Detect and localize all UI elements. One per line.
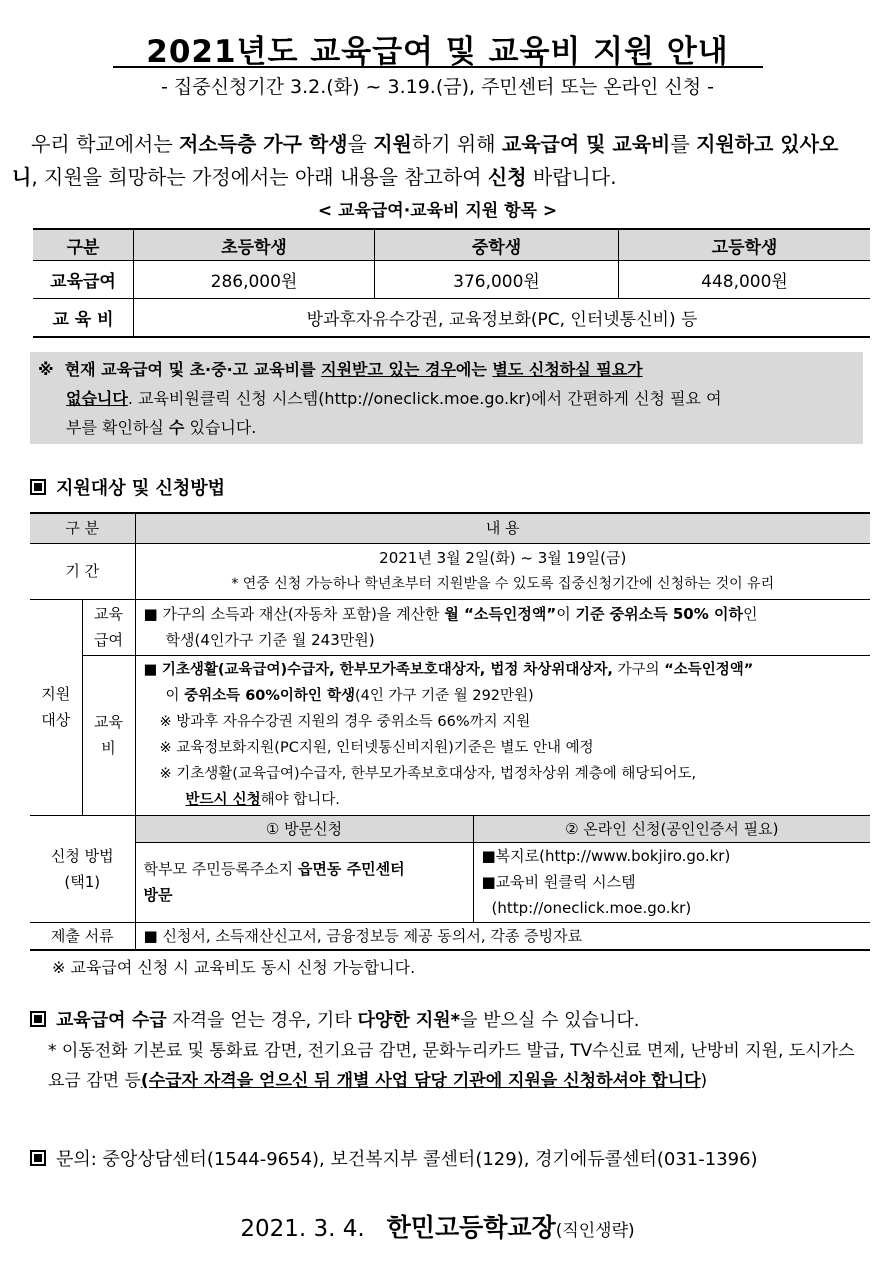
- support-table-caption: < 교육급여·교육비 지원 항목 >: [317, 201, 558, 221]
- row-sublabel: 교육 비: [82, 655, 135, 815]
- detail-table-header: [30, 513, 870, 543]
- table-header-cell: 초등학생: [134, 229, 375, 261]
- table-cell: ■ 기초생활(교육급여)수급자, 한부모가족보호대상자, 법정 차상위대상자, 가구의 “소득인정액” 이 중위소득 60%이하인 학생(4인 가구 기준 월 292만원) ※ 방과후 자유수강권 지원의 경우 중위소득 66%까지 지원 ※ 교육정보화지원(PC지원, 인터넷통신비지원)기준은 별도 안내 예정 ※ 기초생활(교육급여)수급자, 한부모가족보호대상자, 법정차상위 계층에 해당되어도, 반드시 신청해야 합니다.: [135, 655, 870, 815]
- row-label: 교육급여: [33, 261, 134, 299]
- table-cell: ■ 신청서, 소득재산신고서, 금융정보등 제공 동의서, 각종 증빙자료: [135, 922, 870, 950]
- table-header-cell: 중학생: [375, 229, 619, 261]
- row-label: 지원 대상: [30, 599, 82, 815]
- section-heading: 지원대상 및 신청방법: [30, 474, 225, 500]
- issue-date: 2021. 3. 4.: [240, 1216, 365, 1242]
- page-title: 2021년도 교육급여 및 교육비 지원 안내: [146, 34, 729, 70]
- contact-line: 문의: 중앙상담센터(1544-9654), 보건복지부 콜센터(129), 경기에듀콜센터(031-1396): [30, 1145, 758, 1171]
- section-heading: 교육급여 수급 자격을 얻는 경우, 기타 다양한 지원*을 받으실 수 있습니다.: [30, 1006, 639, 1032]
- table-header-cell: 고등학생: [619, 229, 871, 261]
- support-table-header: [33, 229, 870, 261]
- row-label: 기 간: [30, 543, 135, 599]
- table-cell: 286,000원: [134, 261, 375, 299]
- table-row: [30, 655, 870, 815]
- table-row: [30, 543, 870, 599]
- table-header-cell: 구분: [33, 229, 134, 261]
- row-label: 제출 서류: [30, 922, 135, 950]
- table-cell: ■복지로(http://www.bokjiro.go.kr) ■교육비 원클릭 시스템 (http://oneclick.moe.go.kr): [473, 842, 870, 922]
- table-row: [30, 922, 870, 950]
- notice-line: ※ 현재 교육급여 및 초·중·고 교육비를 지원받고 있는 경우에는 별도 신청하실 필요가: [38, 360, 643, 379]
- square-bullet-icon: [30, 1011, 46, 1027]
- table-cell: 376,000원: [375, 261, 619, 299]
- square-bullet-icon: [30, 479, 46, 495]
- table-header-cell: 내 용: [135, 513, 870, 543]
- intro-paragraph: 우리 학교에서는 저소득층 가구 학생을 지원하기 위해 교육급여 및 교육비를 지원하고 있사오니, 지원을 희망하는 가정에서는 아래 내용을 참고하여 신청 바랍니다.: [12, 132, 839, 189]
- table-cell: ■ 가구의 소득과 재산(자동차 포함)을 계산한 월 “소득인정액”이 기준 중위소득 50% 이하인 학생(4인가구 기준 월 243만원): [135, 599, 870, 655]
- title-underline: [113, 66, 763, 68]
- table-row: [30, 842, 870, 922]
- table-cell: 학부모 주민등록주소지 읍면동 주민센터 방문: [135, 842, 473, 922]
- seal-note: (직인생략): [555, 1221, 635, 1241]
- table-header-cell: 구 분: [30, 513, 135, 543]
- support-table: [33, 228, 870, 338]
- detail-table: [30, 512, 870, 951]
- table-header-cell: ① 방문신청: [135, 815, 473, 842]
- table-cell: 방과후자유수강권, 교육정보화(PC, 인터넷통신비) 등: [134, 299, 871, 338]
- row-label: 신청 방법 (택1): [30, 815, 135, 922]
- note-text: ※ 교육급여 신청 시 교육비도 동시 신청 가능합니다.: [52, 958, 416, 977]
- notice-box: [30, 352, 863, 444]
- square-bullet-icon: [30, 1150, 46, 1166]
- benefit-paragraph: * 이동전화 기본료 및 통화료 감면, 전기요금 감면, 문화누리카드 발급, TV수신료 면제, 난방비 지원, 도시가스요금 감면 등(수급자 자격을 얻으신 뒤 개별 사업 담당 기관에 지원을 신청하셔야 합니다): [48, 1041, 855, 1091]
- footer-signature: [0, 1208, 875, 1244]
- table-row: [30, 815, 870, 842]
- table-cell: 448,000원: [619, 261, 871, 299]
- school-name: 한민고등학교장: [386, 1213, 556, 1242]
- table-row: [33, 299, 870, 338]
- table-header-cell: ② 온라인 신청(공인인증서 필요): [473, 815, 870, 842]
- table-row: [30, 599, 870, 655]
- table-cell: 2021년 3월 2일(화) ~ 3월 19일(금) * 연중 신청 가능하나 학년초부터 지원받을 수 있도록 집중신청기간에 신청하는 것이 유리: [135, 543, 870, 599]
- notice-line: 없습니다. 교육비원클릭 신청 시스템(http://oneclick.moe.go.kr)에서 간편하게 신청 필요 여: [66, 389, 722, 408]
- table-row: [33, 261, 870, 299]
- row-sublabel: 교육 급여: [82, 599, 135, 655]
- page-subtitle: - 집중신청기간 3.2.(화) ~ 3.19.(금), 주민센터 또는 온라인 신청 -: [160, 76, 714, 98]
- notice-line: 부를 확인하실 수 있습니다.: [66, 418, 257, 437]
- row-label: 교 육 비: [33, 299, 134, 338]
